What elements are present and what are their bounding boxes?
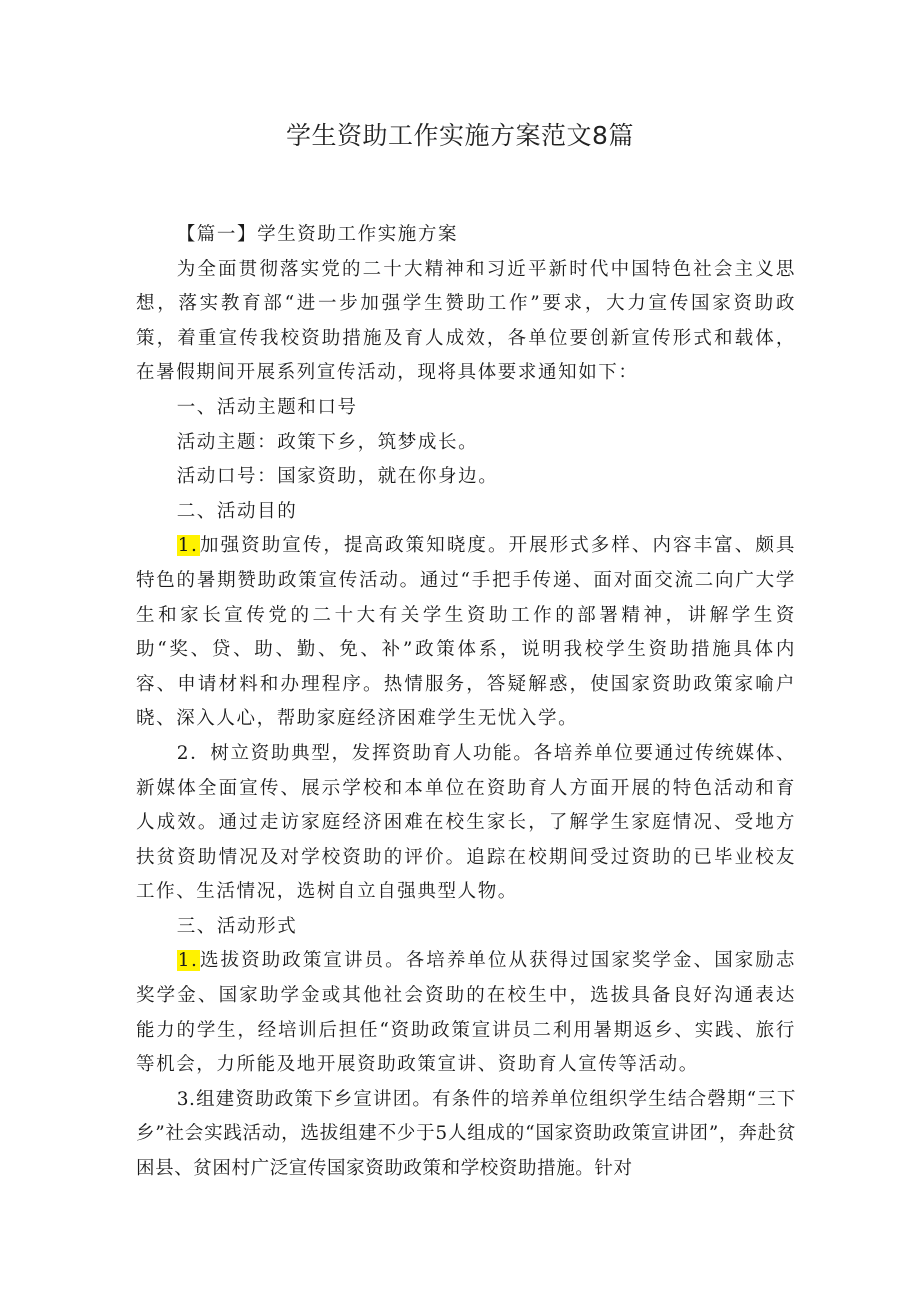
document-body	[136, 218, 796, 1187]
part1-heading: 一、活动主题和口号	[176, 396, 358, 418]
activity-theme: 活动主题：政策下乡，筑梦成长。	[176, 431, 479, 453]
goal-1-paragraph	[136, 529, 796, 737]
section-heading: 【篇一】学生资助工作实施方案	[176, 224, 459, 245]
part3-heading: 三、活动形式	[176, 915, 298, 937]
form-1-paragraph	[136, 944, 796, 1082]
form-1-text: 选拔资助政策宣讲员。各培养单位从获得过国家奖学金、国家励志奖学金、国家助学金或其他社会资助的在校生中，选拔具备良好沟通表达能力的学生，经培训后担任“资助政策宣讲员二利用暑期返乡、实践、旅行等机会，力所能及地开展资助政策宣讲、资助育人宣传等活动。	[136, 950, 796, 1076]
part2-heading: 二、活动目的	[176, 500, 298, 522]
document-title: 学生资助工作实施方案范文8篇	[286, 121, 634, 150]
goal-1-text: 加强资助宣传，提高政策知晓度。开展形式多样、内容丰富、颇具特色的暑期赞助政策宣传活动。通过“手把手传递、面对面交流二向广大学生和家长宣传党的二十大有关学生资助工作的部署精神，讲解学生资助“奖、贷、助、勤、免、补”政策体系，说明我校学生资助措施具体内容、申请材料和办理程序。热情服务，答疑解惑，使国家资助政策家喻户晓、深入人心，帮助家庭经济困难学生无忧入学。	[136, 535, 796, 730]
form-3-paragraph: 3.组建资助政策下乡宣讲团。有条件的培养单位组织学生结合磬期“三下乡”社会实践活动，选拔组建不少于5人组成的“国家资助政策宣讲团”，奔赴贫困县、贫困村广泛宣传国家资助政策和学校资助措施。针对	[136, 1088, 796, 1180]
goal-1-number: 1.	[177, 535, 199, 557]
intro-paragraph: 为全面贯彻落实党的二十大精神和习近平新时代中国特色社会主义思想，落实教育部“进一步加强学生赞助工作”要求，大力宣传国家资助政策，着重宣传我校资助措施及育人成效，各单位要创新宣传形式和载体，在暑假期间开展系列宣传活动，现将具体要求通知如下：	[136, 258, 796, 384]
goal-2-paragraph: 2．树立资助典型，发挥资助育人功能。各培养单位要通过传统媒体、新媒体全面宣传、展示学校和本单位在资助育人方面开展的特色活动和育人成效。通过走访家庭经济困难在校生家长，了解学生家庭情况、受地方扶贫资助情况及对学校资助的评价。追踪在校期间受过资助的已毕业校友工作、生活情况，选树自立自强典型人物。	[136, 742, 796, 903]
activity-slogan: 活动口号：国家资助，就在你身边。	[176, 466, 499, 488]
form-1-number: 1.	[177, 950, 199, 972]
